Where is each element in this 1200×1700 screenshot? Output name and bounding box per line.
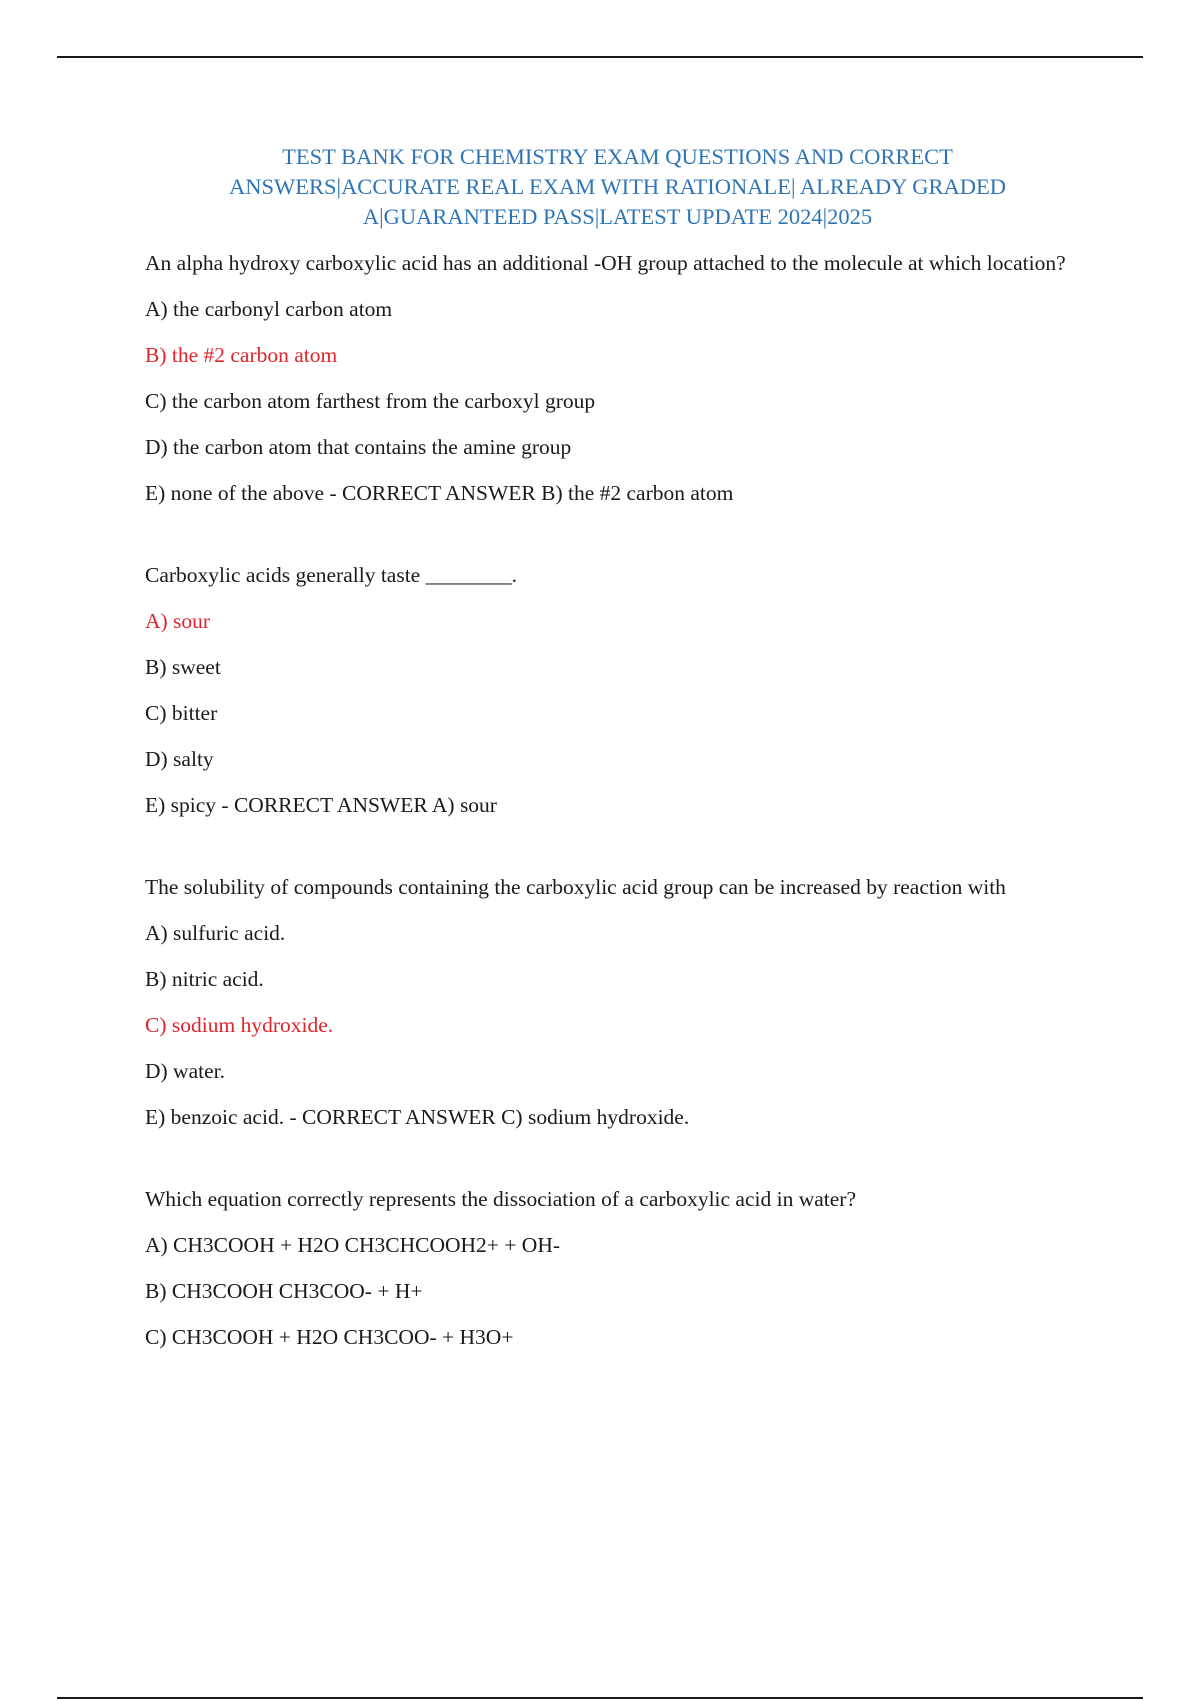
title-line: TEST BANK FOR CHEMISTRY EXAM QUESTIONS AND CORRECT bbox=[282, 144, 953, 169]
answer-option: D) water. bbox=[145, 1059, 225, 1083]
bottom-rule bbox=[57, 1697, 1143, 1699]
question-list bbox=[145, 248, 1095, 1368]
answer-option: C) CH3COOH + H2O CH3COO- + H3O+ bbox=[145, 1325, 514, 1349]
answer-option: B) CH3COOH CH3COO- + H+ bbox=[145, 1279, 423, 1303]
answer-option-with-key: E) none of the above - CORRECT ANSWER B) the #2 carbon atom bbox=[145, 481, 734, 505]
answer-option-correct: C) sodium hydroxide. bbox=[145, 1013, 334, 1037]
answer-option: A) CH3COOH + H2O CH3CHCOOH2+ + OH- bbox=[145, 1233, 561, 1257]
answer-option-correct: B) the #2 carbon atom bbox=[145, 343, 338, 367]
answer-option: D) the carbon atom that contains the amine group bbox=[145, 435, 572, 459]
answer-option-with-key: E) spicy - CORRECT ANSWER A) sour bbox=[145, 793, 497, 817]
question-block bbox=[145, 1184, 1095, 1352]
answer-option: A) the carbonyl carbon atom bbox=[145, 297, 393, 321]
question-block bbox=[145, 248, 1095, 508]
question-block bbox=[145, 560, 1095, 820]
answer-option: C) the carbon atom farthest from the carboxyl group bbox=[145, 389, 596, 413]
answer-option: D) salty bbox=[145, 747, 214, 771]
question-text: The solubility of compounds containing the carboxylic acid group can be increased by reaction with bbox=[145, 875, 1006, 899]
answer-option-correct: A) sour bbox=[145, 609, 211, 633]
question-text: Which equation correctly represents the dissociation of a carboxylic acid in water? bbox=[145, 1187, 857, 1211]
answer-option: A) sulfuric acid. bbox=[145, 921, 286, 945]
title-line: ANSWERS|ACCURATE REAL EXAM WITH RATIONALE| ALREADY GRADED bbox=[229, 174, 1006, 199]
answer-option: B) sweet bbox=[145, 655, 221, 679]
document-title bbox=[145, 142, 1090, 232]
answer-option: B) nitric acid. bbox=[145, 967, 264, 991]
answer-option: C) bitter bbox=[145, 701, 218, 725]
top-rule bbox=[57, 56, 1143, 58]
question-text: Carboxylic acids generally taste ________. bbox=[145, 563, 517, 587]
question-block bbox=[145, 872, 1095, 1132]
question-text: An alpha hydroxy carboxylic acid has an additional -OH group attached to the molecule at which location? bbox=[145, 251, 1066, 275]
title-line: A|GUARANTEED PASS|LATEST UPDATE 2024|2025 bbox=[362, 204, 873, 229]
answer-option-with-key: E) benzoic acid. - CORRECT ANSWER C) sodium hydroxide. bbox=[145, 1105, 690, 1129]
